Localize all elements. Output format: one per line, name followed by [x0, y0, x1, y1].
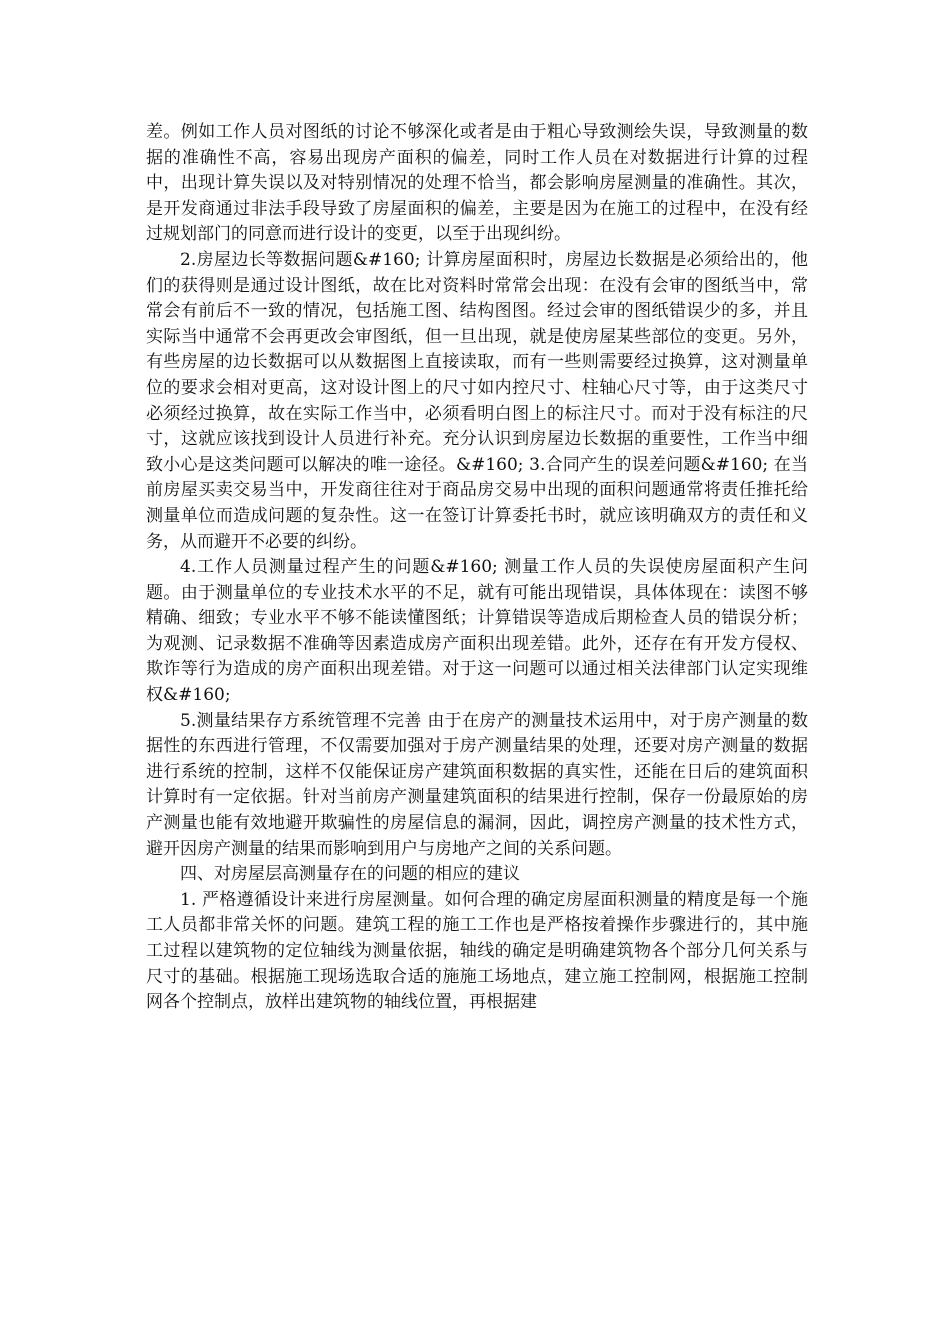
paragraph-suggestion-1: 1. 严格遵循设计来进行房屋测量。如何合理的确定房屋面积测量的精度是每一个施工人员都非常关怀的问题。建筑工程的施工工作也是严格按着操作步骤进行的，其中施工过程以建筑物的定位轴线为测量依据，轴线的确定是明确建筑物各个部分几何关系与尺寸的基础。根据施工现场选取合适的施施工场地点，建立施工控制网，根据施工控制网各个控制点，放样出建筑物的轴线位置，再根据建 — [146, 889, 808, 1013]
paragraph-item-5: 5.测量结果存方系统管理不完善 由于在房产的测量技术运用中，对于房产测量的数据性的东西进行管理，不仅需要加强对于房产测量结果的处理，还要对房产测量的数据进行系统的控制，这样不仅能保证房产建筑面积数据的真实性，还能在日后的建筑面积计算时有一定依据。针对当前房产测量建筑面积的结果进行控制，保存一份最原始的房产测量也能有效地避开欺骗性的房屋信息的漏洞，因此，调控房产测量的技术性方式，避开因房产测量的结果而影响到用户与房地产之间的关系问题。 — [146, 710, 808, 859]
paragraph-continuation: 差。例如工作人员对图纸的讨论不够深化或者是由于粗心导致测绘失误，导致测量的数据的准确性不高，容易出现房产面积的偏差，同时工作人员在对数据进行计算的过程中，出现计算失误以及对特别情况的处理不恰当，都会影响房屋测量的准确性。其次，是开发商通过非法手段导致了房屋面积的偏差，主要是因为在施工的过程中，在没有经过规划部门的同意而进行设计的变更，以至于出现纠纷。 — [146, 122, 808, 245]
paragraph-item-4: 4.工作人员测量过程产生的问题&#160; 测量工作人员的失误使房屋面积产生问题。由于测量单位的专业技术水平的不足，就有可能出现错误，具体体现在：读图不够精确、细致；专业水平不够不能读懂图纸；计算错误等造成后期检查人员的错误分析；为观测、记录数据不准确等因素造成房产面积出现差错。此外，还存在有开发方侵权、欺诈等行为造成的房产面积出现差错。对于这一问题可以通过相关法律部门认定实现维权&#160; — [146, 557, 808, 706]
paragraph-item-2-and-3: 2.房屋边长等数据问题&#160; 计算房屋面积时，房屋边长数据是必须给出的，他们的获得则是通过设计图纸，故在比对资料时常常会出现：在没有会审的图纸当中，常常会有前后不一致的情况，包括施工图、结构图图。经过会审的图纸错误少的多，并且实际当中通常不会再更改会审图纸，但一旦出现，就是使房屋某些部位的变更。另外，有些房屋的边长数据可以从数据图上直接读取，而有一些则需要经过换算，这对测量单位的要求会相对更高，这对设计图上的尺寸如内控尺寸、柱轴心尺寸等，由于这类尺寸必须经过换算，故在实际工作当中，必须看明白图上的标注尺寸。而对于没有标注的尺寸，这就应该找到设计人员进行补充。充分认识到房屋边长数据的重要性，工作当中细致小心是这类问题可以解决的唯一途径。&#160; 3.合同产生的误差问题&#160; 在当前房屋买卖交易当中，开发商往往对于商品房交易中出现的面积问题通常将责任推托给测量单位而造成问题的复杂性。这一在签订计算委托书时，就应该明确双方的责任和义务，从而避开不必要的纠纷。 — [146, 249, 808, 552]
section-heading-4: 四、对房屋层高测量存在的问题的相应的建议 — [180, 864, 520, 885]
document-body — [146, 120, 808, 1016]
